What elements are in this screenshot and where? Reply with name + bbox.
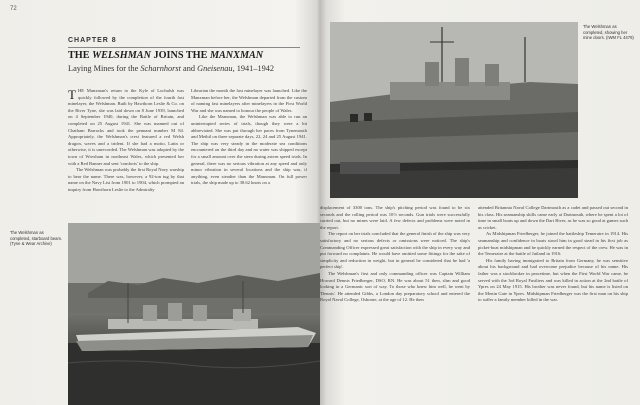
left-text-column-2	[191, 88, 307, 210]
funnel-3	[193, 305, 207, 321]
subtitle-pre: Laying Mines for the	[68, 64, 141, 73]
paragraph: attended Britannia Naval College Dartmouth as a cadet and passed out second in his class. His seamanship skills came early at Dartmouth, where he spent a lot of time in small boats up and down the Dart River, as he was so good at games such as cricket.	[478, 205, 628, 230]
title-pre: THE	[68, 50, 93, 61]
welshman-mine-doors-photo	[330, 22, 578, 198]
subtitle-post: , 1941–1942	[232, 64, 275, 73]
chapter-label: CHAPTER 8	[68, 37, 117, 44]
bridge	[233, 309, 251, 321]
paragraph: THE Manxman's return to the Kyle of Lochalsh was quickly followed by the completion of the fourth fast minelayer, the Welshman. Built by Hawthorn Leslie & Co. on the River Tyne, she was laid down on 8 June 1939, launched on 4 September 1940, during the Battle of Britain, and completed on 25 August 1941. She was manned out of Chatham Barracks and took the pennant number M 84. Appropriately, the Welshman's crest featured a red Welsh dragon, waves and a trident. If she had a motto, Latin or otherwise, it is unrecorded. The Welshman was adopted by the town of Wrexham in northeast Wales, which presented her with a Red Banner and sent 'comforts' to the ship.	[68, 88, 184, 166]
water	[68, 343, 320, 405]
title-mid: JOINS THE	[150, 50, 210, 61]
paragraph: The Welshman was probably the first Royal Navy warship to bear the name. There was, however, a 92-ton tug by that name on the Navy List from 1901 to 1904, which prompted an inquiry from Hawthorn Leslie to the Admiralty	[68, 167, 184, 192]
drop-cap: T	[68, 88, 76, 102]
paragraph: The Welshman's first and only commanding officer was Captain William Howard Dennis Friedberger, DSO, RN. He was about 51 then, slim and good looking in a Germanic sort of way. To those who knew him well, he went by 'Dennis'. He attended Gibbs, a London day preparatory school and entered the Royal Naval College, Osborne, at the age of 12. He then	[320, 270, 470, 303]
funnel-1	[425, 62, 439, 86]
photo-caption-right: The Welshman as completed, showing her mine doors. (IWM FL 4479)	[583, 24, 634, 41]
funnel-2	[455, 58, 469, 86]
photo-caption-left: The Welshman as completed, starboard beam. (Tyne & Wear Archive)	[10, 230, 63, 247]
paragraph: His family having immigrated to Britain from Germany, he was sensitive about his background and had overcome prejudice because of his name. His father was a stockbroker in peacetime, but when the First World War came, he served with the 3rd Royal Fusiliers and was killed in action at the 2nd battle of Ypres on 24 May 1915. His brother was never found, but his name is listed on the Menin Gate in Ypres. Midshipman Friedberger was the first man on his ship to suffer a family member killed in the war.	[478, 257, 628, 303]
ship-illustration	[68, 223, 320, 405]
chapter-subtitle	[68, 64, 308, 73]
left-text-column-1	[68, 88, 184, 210]
funnel-3	[485, 64, 499, 86]
chapter-title	[68, 50, 308, 61]
paragraph: Like the Manxman, the Welshman was able to run an uninterrupted series of trials, though they were a bit abbreviated. She was put through her paces from Tynemouth and Methil on three separate days, 22, 24 and 25 August 1941. The ship was very steady in the moderate sea conditions encountered on the third day and no water was shipped except for a small amount over the stern during astern speed trials. In general, there was no serious vibration at any speed and only minor vibration in several locations and the ship was, if anything, even steadier than the Manxman. On full power trials, the ship made up to 38.62 knots on a	[191, 114, 307, 186]
subtitle-italic-gneisenau: Gneisenau	[197, 64, 233, 73]
welshman-starboard-photo	[68, 223, 320, 405]
mine-door	[350, 114, 358, 122]
heading-rule	[68, 47, 300, 48]
page-number: 72	[10, 6, 17, 12]
subtitle-italic-scharnhorst: Scharnhorst	[140, 64, 181, 73]
funnel-1	[143, 305, 157, 321]
paragraph: Librarian the month the fast minelayer was launched. Like the Manxman before her, the Welshman departed from the custom of naming fast minelayers after minelayers in the First World War and she was named to honour the people of Wales.	[191, 88, 307, 113]
paragraph: As Midshipman Friedberger, he joined the battleship Temeraire in 1914. His seamanship and confidence in boats stood him in good stead in his first job as picket-boat midshipman and he quickly earned the respect of the crew. He was in the Temeraire at the battle of Jutland in 1916.	[478, 231, 628, 257]
title-italic-manxman: MANXMAN	[209, 50, 264, 61]
pontoon	[340, 162, 400, 174]
mine-door	[364, 113, 372, 121]
funnel-2	[168, 303, 182, 321]
right-text-column-1	[320, 205, 470, 398]
ship-dock-illustration	[330, 22, 578, 198]
paragraph: The report on her trials concluded that the general finish of the ship was very satisfactory and no serious defects or omissions were noticed. The ship's Commanding Officer expressed great satisfaction with the ship in every way and put forward no complaints. He would have omitted some fittings for the sake of simplicity and reduction in weight, but in general he considered that he had 'a perfect ship'.	[320, 231, 470, 270]
paragraph: displacement of 3300 tons. The ship's pitching period was found to be six seconds and the rolling period was 10½ seconds. Gun trials were successfully carried out, but no mines were laid. A few defects and problems were noted in the report.	[320, 205, 470, 230]
subtitle-mid: and	[180, 64, 198, 73]
title-italic-welshman: WELSHMAN	[92, 50, 151, 61]
right-text-column-2	[478, 205, 628, 398]
